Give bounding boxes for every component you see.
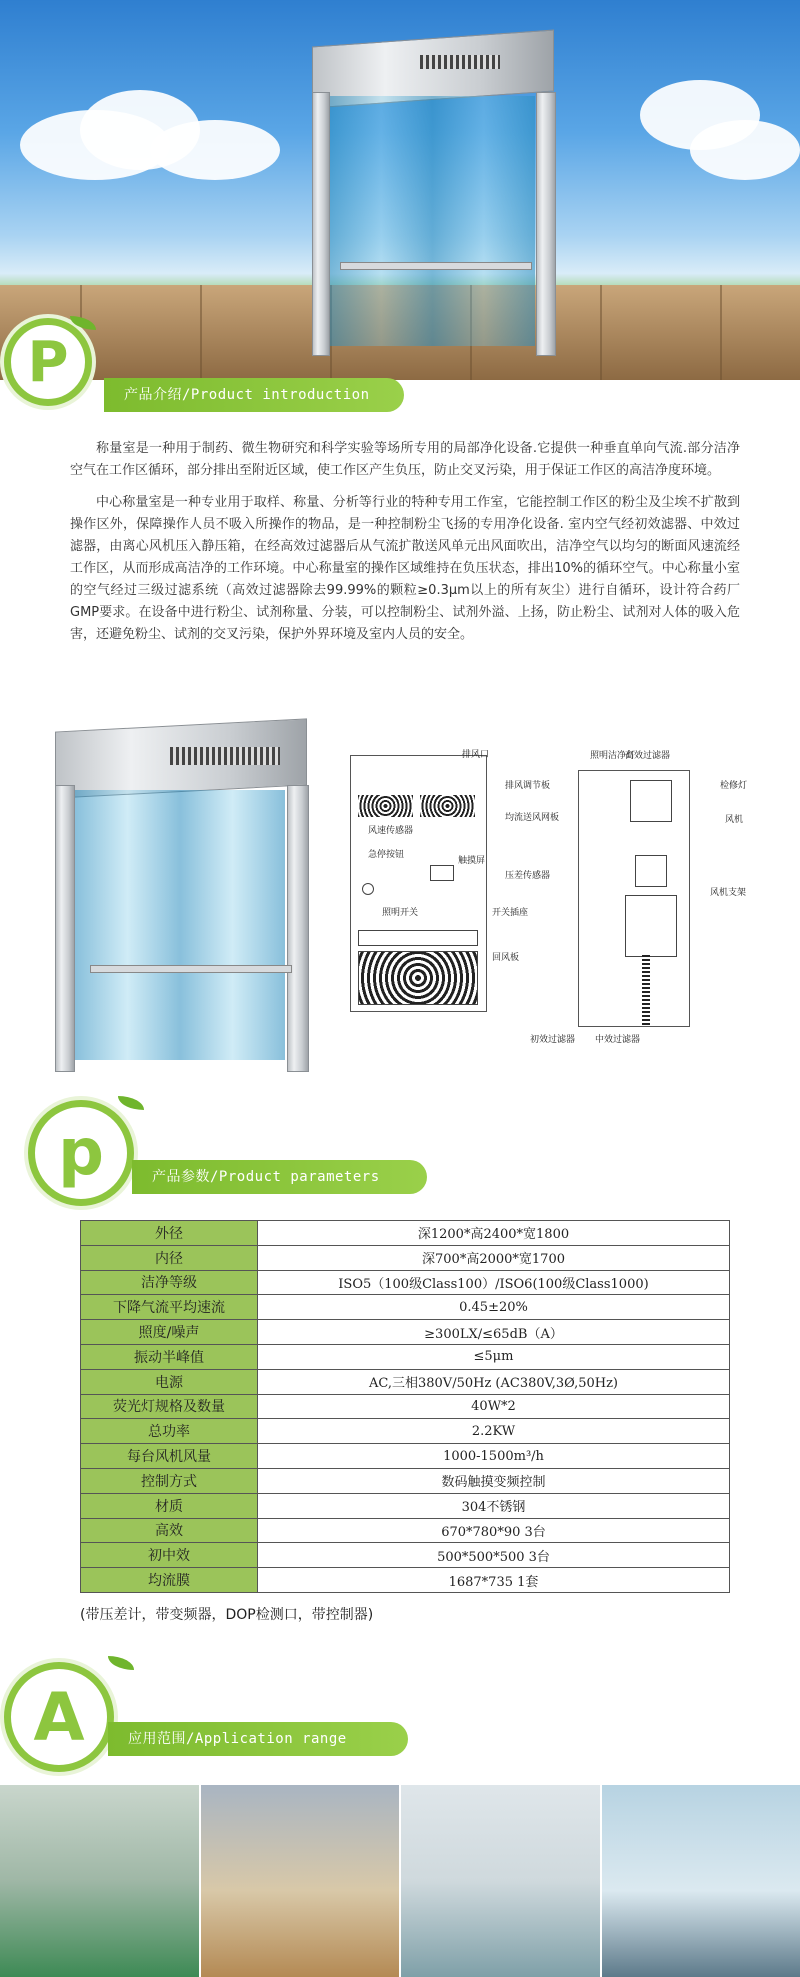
table-row [81,1568,730,1593]
param-value-cell: ISO5（100级Class100）/ISO6(100级Class1000) [258,1270,730,1295]
param-value-cell: 深1200*高2400*宽1800 [258,1221,730,1246]
label-exhaust-port: 排风口 [462,750,490,760]
param-value-cell: AC,三相380V/50Hz (AC380V,3Ø,50Hz) [258,1369,730,1394]
label-medium-filter: 中效过滤器 [595,1035,641,1045]
intro-paragraph-2: 中心称量室是一种专业用于取样、称量、分析等行业的特种专用工作室，它能控制工作区的粉尘及尘埃不扩散到操作区外，保障操作人员不吸入所操作的物品，是一种控制粉尘飞扬的专用净化设备. 室内空气经初效滤器、中效过滤器，由离心风机压入静压箱，在经高效过滤器后从气流扩散送风单元出风面吹出，洁净空气以均匀的断面风速流经工作区，从而形成高洁净的工作环境。中心称量室的操作区域维持在负压状态，排出10%的循环空气。中心称量小室的空气经过三级过滤系统（高效过滤器除去99.99%的颗粒≥0.3μm以上的所有灰尘）进行自循环，设计符合药厂GMP要求。在设备中进行粉尘、试剂称量、分装，可以控制粉尘、试剂外溢、上扬，防止粉尘、试剂对人体的吸入危害，还避免粉尘、试剂的交叉污染，保护外界环境及室内人员的安全。 [70,495,740,642]
param-name-cell: 初中效 [81,1543,258,1568]
section-title-product-parameters [132,1160,427,1194]
param-value-cell: ≤5μm [258,1344,730,1369]
table-row [81,1221,730,1246]
param-value-cell: 500*500*500 3台 [258,1543,730,1568]
label-air-distribution-plate: 均流送风网板 [505,813,560,823]
param-name-cell: 外径 [81,1221,258,1246]
product-introduction-text [70,438,740,656]
label-air-speed-sensor: 风速传感器 [368,826,414,836]
param-value-cell: 670*780*90 3台 [258,1518,730,1543]
section-title-product-introduction [104,378,404,412]
table-row [81,1270,730,1295]
parameters-note: (带压差计，带变频器，DOP检测口，带控制器) [80,1607,374,1623]
label-pressure-sensor: 压差传感器 [505,871,551,881]
logo-letter: A [33,1678,85,1756]
param-name-cell: 下降气流平均速流 [81,1295,258,1320]
param-name-cell: 均流膜 [81,1568,258,1593]
label-socket: 开关插座 [492,908,529,918]
param-name-cell: 总功率 [81,1419,258,1444]
leaf-icon [118,1096,144,1110]
label-light-switch: 照明开关 [382,908,419,918]
product-intro-logo [4,318,92,406]
param-value-cell: ≥300LX/≤65dB（A） [258,1320,730,1345]
label-touch-screen: 触摸屏 [458,856,486,866]
table-row [81,1245,730,1270]
param-value-cell: 数码触摸变频控制 [258,1468,730,1493]
label-exhaust-damper: 排风调节板 [505,781,551,791]
parameters-table [80,1220,730,1593]
label-return-air-plate: 回风板 [492,953,520,963]
label-hepa-filter: 高效过滤器 [625,751,671,761]
product-params-logo [28,1100,134,1206]
table-row [81,1295,730,1320]
param-name-cell: 控制方式 [81,1468,258,1493]
product-photo [50,725,310,1075]
label-primary-filter: 初效过滤器 [530,1035,576,1045]
param-name-cell: 洁净等级 [81,1270,258,1295]
param-name-cell: 内径 [81,1245,258,1270]
section-title-application-range [108,1722,408,1756]
label-lighting: 照明洁净灯 [590,751,636,761]
param-value-cell: 40W*2 [258,1394,730,1419]
label-service-lamp: 检修灯 [720,781,748,791]
table-row [81,1493,730,1518]
section-title-text: 产品参数/Product parameters [152,1169,380,1185]
param-name-cell: 高效 [81,1518,258,1543]
table-row [81,1543,730,1568]
table-row [81,1468,730,1493]
application-photo-factory [201,1785,402,1977]
leaf-icon [108,1656,134,1670]
section-title-text: 产品介绍/Product introduction [124,387,370,403]
application-photo-operating-room [602,1785,800,1977]
intro-paragraph-1: 称量室是一种用于制药、微生物研究和科学实验等场所专用的局部净化设备.它提供一种垂直单向气流.部分洁净空气在工作区循环，部分排出至附近区域，使工作区产生负压，防止交叉污染，用于保证工作区的高洁净度环境。 [70,441,740,478]
logo-letter: P [27,329,69,395]
table-row [81,1369,730,1394]
logo-letter: p [58,1116,104,1190]
param-value-cell: 0.45±20% [258,1295,730,1320]
param-value-cell: 2.2KW [258,1419,730,1444]
hero-banner-image [0,0,800,380]
param-name-cell: 每台风机风量 [81,1444,258,1469]
param-value-cell: 深700*高2000*宽1700 [258,1245,730,1270]
table-row [81,1344,730,1369]
table-row [81,1518,730,1543]
param-value-cell: 1687*735 1套 [258,1568,730,1593]
param-name-cell: 照度/噪声 [81,1320,258,1345]
param-name-cell: 荧光灯规格及数量 [81,1394,258,1419]
application-photos [0,1785,800,1977]
param-value-cell: 1000-1500m³/h [258,1444,730,1469]
param-value-cell: 304不锈钢 [258,1493,730,1518]
table-row [81,1394,730,1419]
param-name-cell: 材质 [81,1493,258,1518]
label-fan: 风机 [725,815,744,825]
table-row [81,1320,730,1345]
application-logo [4,1662,114,1772]
param-name-cell: 电源 [81,1369,258,1394]
front-view-drawing [340,750,580,1045]
section-title-text: 应用范围/Application range [128,1731,347,1747]
table-row [81,1444,730,1469]
application-photo-laboratory [401,1785,602,1977]
param-name-cell: 振动半峰值 [81,1344,258,1369]
label-emergency-stop: 急停按钮 [368,850,405,860]
table-row [81,1419,730,1444]
application-photo-production-line [0,1785,201,1977]
label-fan-bracket: 风机支架 [710,888,747,898]
